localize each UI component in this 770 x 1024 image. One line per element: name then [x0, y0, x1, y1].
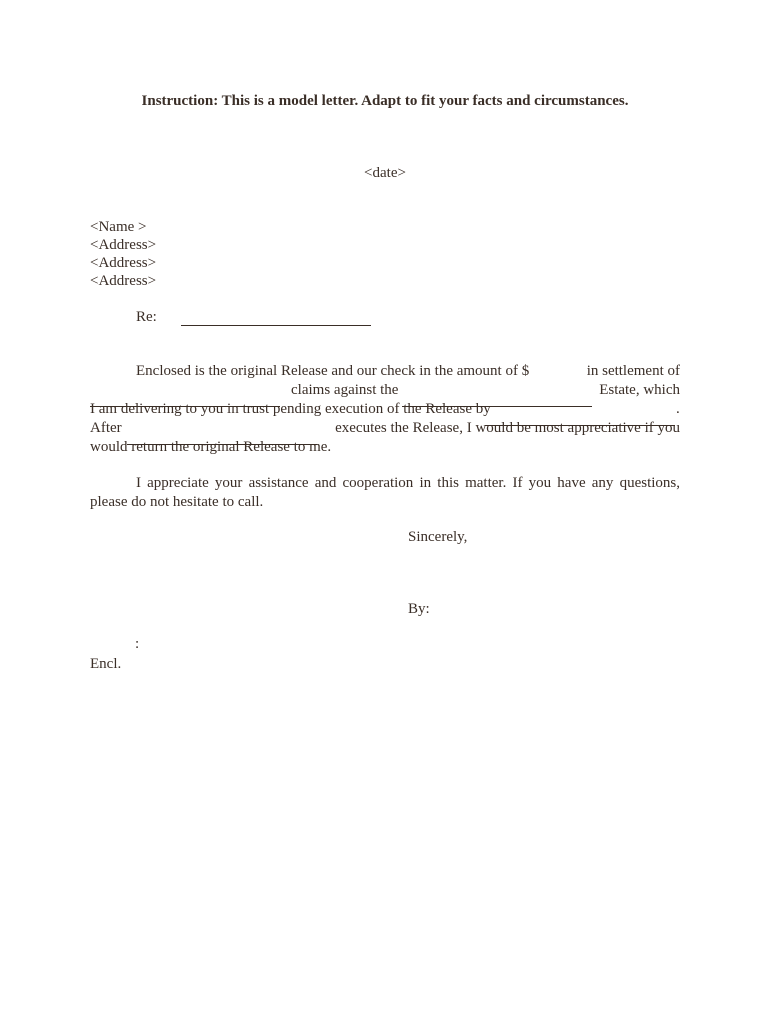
colon-mark: : [135, 636, 140, 652]
recipient-address-line: <Address> [90, 255, 157, 271]
recipient-name: <Name > [90, 219, 147, 235]
body-text: I appreciate your assistance and cooperation in this matter. If you have any questions, [136, 475, 680, 491]
body-text: please do not hesitate to call. [90, 494, 264, 510]
body-text: in settlement of [586, 363, 680, 379]
date-placeholder: <date> [364, 165, 406, 181]
body-text: After [90, 420, 122, 436]
body-text: would return the original Release to me. [90, 439, 332, 455]
body-text: Enclosed is the original Release and our check in the amount of $ [136, 363, 530, 379]
recipient-address-line: <Address> [90, 273, 157, 289]
body-text: . [676, 401, 680, 417]
closing: Sincerely, [408, 529, 468, 545]
enclosure-label: Encl. [90, 656, 122, 672]
re-blank-line [181, 311, 371, 326]
re-label: Re: [136, 309, 157, 325]
by-label: By: [408, 601, 430, 617]
recipient-address-line: <Address> [90, 237, 157, 253]
body-text: claims against the [291, 382, 399, 398]
body-text: I am delivering to you in trust pending execution of the Release by [90, 401, 491, 417]
body-text: Estate, which [599, 382, 680, 398]
body-text: executes the Release, I would be most appreciative if you [335, 420, 680, 436]
instruction-heading: Instruction: This is a model letter. Adapt to fit your facts and circumstances. [141, 93, 629, 109]
